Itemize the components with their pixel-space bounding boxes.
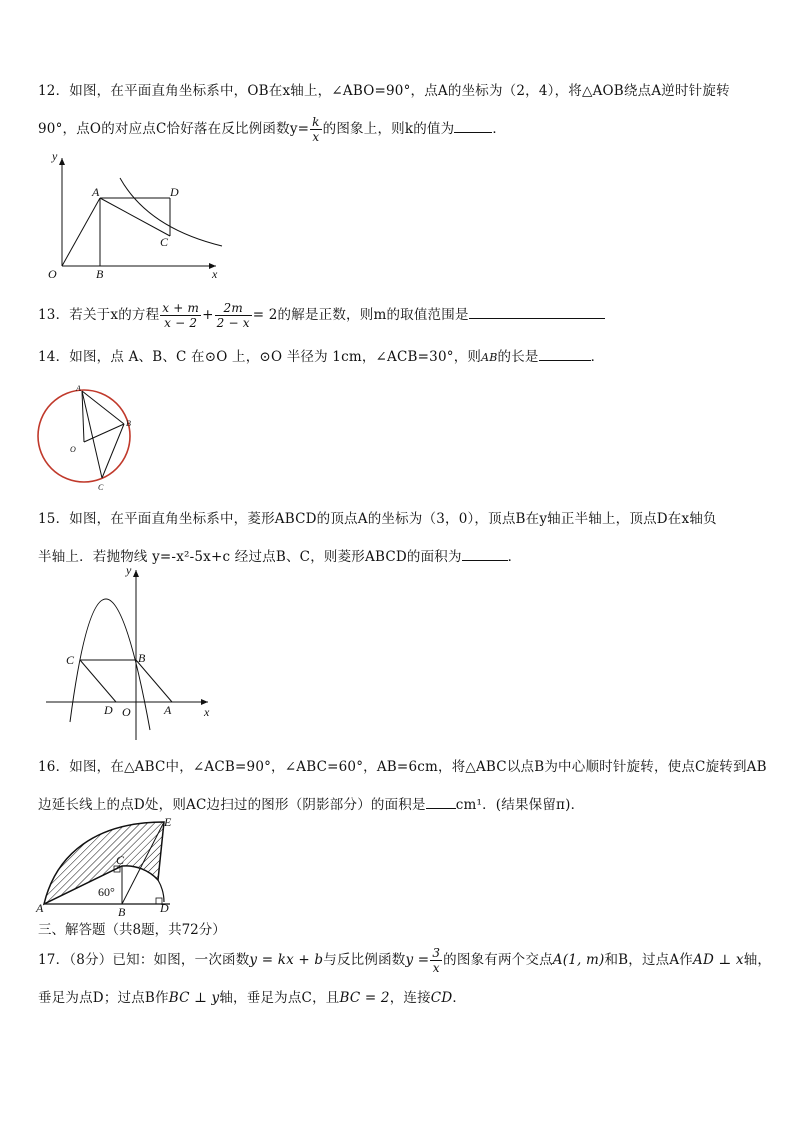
question-17: 17．（8分）已知：如图，一次函数y = kx + b与反比例函数y = $\frac{3}{x}$ 的图象有两个交点A(1, m)和B，过点A作AD ⊥ x轴， 垂足为点D；过点B作BC ⊥ y轴，垂足为点C，且BC = 2，连接CD． bbox=[38, 946, 772, 1006]
fig14-label-B: B bbox=[126, 419, 131, 428]
figure-15 bbox=[40, 562, 220, 742]
fig16-label-C: C bbox=[116, 853, 125, 867]
fraction-1: $\frac{x + m}{x - 2}$ bbox=[162, 301, 200, 330]
fig12-label-x: x bbox=[212, 267, 218, 281]
fig15-label-O: O bbox=[122, 705, 131, 719]
q12-line1: 12．如图，在平面直角坐标系中，OB在x轴上，∠ABO=90°，点A的坐标为（2，4），将△AOB绕点A逆时针旋转 bbox=[38, 83, 730, 99]
fig15-label-D: D bbox=[104, 703, 113, 717]
fig14-label-A: A bbox=[76, 384, 81, 393]
fig14-label-O: O bbox=[70, 445, 76, 454]
question-13: 13．若关于x的方程 $\frac{x + m}{x - 2}$ + $\frac{2m}{2 - x}$ = 2的解是正数，则m的取值范围是 bbox=[38, 296, 758, 334]
q12-line2: 90°，点O的对应点C恰好落在反比例函数y= $\frac{k}{x}$ 的图象上，则k的值为 ． bbox=[38, 115, 507, 144]
fig14-label-C: C bbox=[98, 483, 104, 492]
fig16-label-A: A bbox=[36, 901, 44, 915]
fig12-label-y: y bbox=[52, 149, 58, 163]
question-15: 15．如图，在平面直角坐标系中，菱形ABCD的顶点A的坐标为（3，0），顶点B在y轴正半轴上，顶点D在x轴负 半轴上．若抛物线 y=-x²-5x+c 经过点B、C，则菱形ABCD的面积为 ． bbox=[38, 500, 758, 576]
fig12-label-B: B bbox=[96, 267, 104, 281]
fig15-label-C: C bbox=[66, 653, 75, 667]
fig15-label-A: A bbox=[164, 703, 172, 717]
fig12-label-A: A bbox=[92, 185, 100, 199]
fig12-label-C: C bbox=[160, 235, 169, 249]
fraction-2: $\frac{2m}{2 - x}$ bbox=[216, 301, 250, 330]
fig15-label-y: y bbox=[126, 563, 132, 577]
three-over-x-fraction: $\frac{3}{x}$ bbox=[432, 946, 441, 975]
answer-blank-13 bbox=[469, 304, 605, 319]
question-12 bbox=[38, 72, 758, 148]
arc-ab-label: AB bbox=[481, 351, 498, 364]
q15-line1: 15．如图，在平面直角坐标系中，菱形ABCD的顶点A的坐标为（3，0），顶点B在y轴正半轴上，顶点D在x轴负 bbox=[38, 511, 717, 527]
question-14: 14．如图，点 A、B、C 在⊙O 上，⊙O 半径为 1cm，∠ACB=30°，则AB的长是 ． bbox=[38, 338, 758, 377]
answer-blank-15 bbox=[462, 546, 508, 561]
fig15-label-B: B bbox=[138, 651, 146, 665]
answer-blank-14 bbox=[539, 346, 591, 361]
linear-function: y = kx + b bbox=[249, 952, 324, 968]
fig12-label-O: O bbox=[48, 267, 57, 281]
fig16-label-E: E bbox=[164, 815, 172, 829]
fig12-label-D: D bbox=[170, 185, 179, 199]
answer-blank-12 bbox=[454, 118, 492, 133]
figure-12 bbox=[38, 150, 228, 280]
question-16: 16．如图，在△ABC中，∠ACB=90°，∠ABC=60°，AB=6cm，将△ABC以点B为中心顺时针旋转，使点C旋转到AB 边延长线上的点D处，则AC边扫过的图形（阴影部分）的面积是 cm¹．(结果保留π)． bbox=[38, 748, 758, 824]
figure-16 bbox=[36, 814, 186, 918]
fig15-label-x: x bbox=[204, 705, 210, 719]
fig16-label-D: D bbox=[160, 901, 169, 915]
q16-line1: 16．如图，在△ABC中，∠ACB=90°，∠ABC=60°，AB=6cm，将△ABC以点B为中心顺时针旋转，使点C旋转到AB bbox=[38, 759, 767, 775]
figure-14 bbox=[34, 384, 144, 494]
k-over-x-fraction: $\frac{k}{x}$ bbox=[312, 115, 320, 144]
fig16-label-B: B bbox=[118, 905, 126, 919]
point-a: A(1, m) bbox=[552, 952, 605, 968]
answer-blank-16 bbox=[426, 794, 456, 809]
fig16-angle-label: 60° bbox=[98, 885, 115, 899]
section-3-title: 三、解答题（共8题，共72分） bbox=[38, 922, 226, 938]
